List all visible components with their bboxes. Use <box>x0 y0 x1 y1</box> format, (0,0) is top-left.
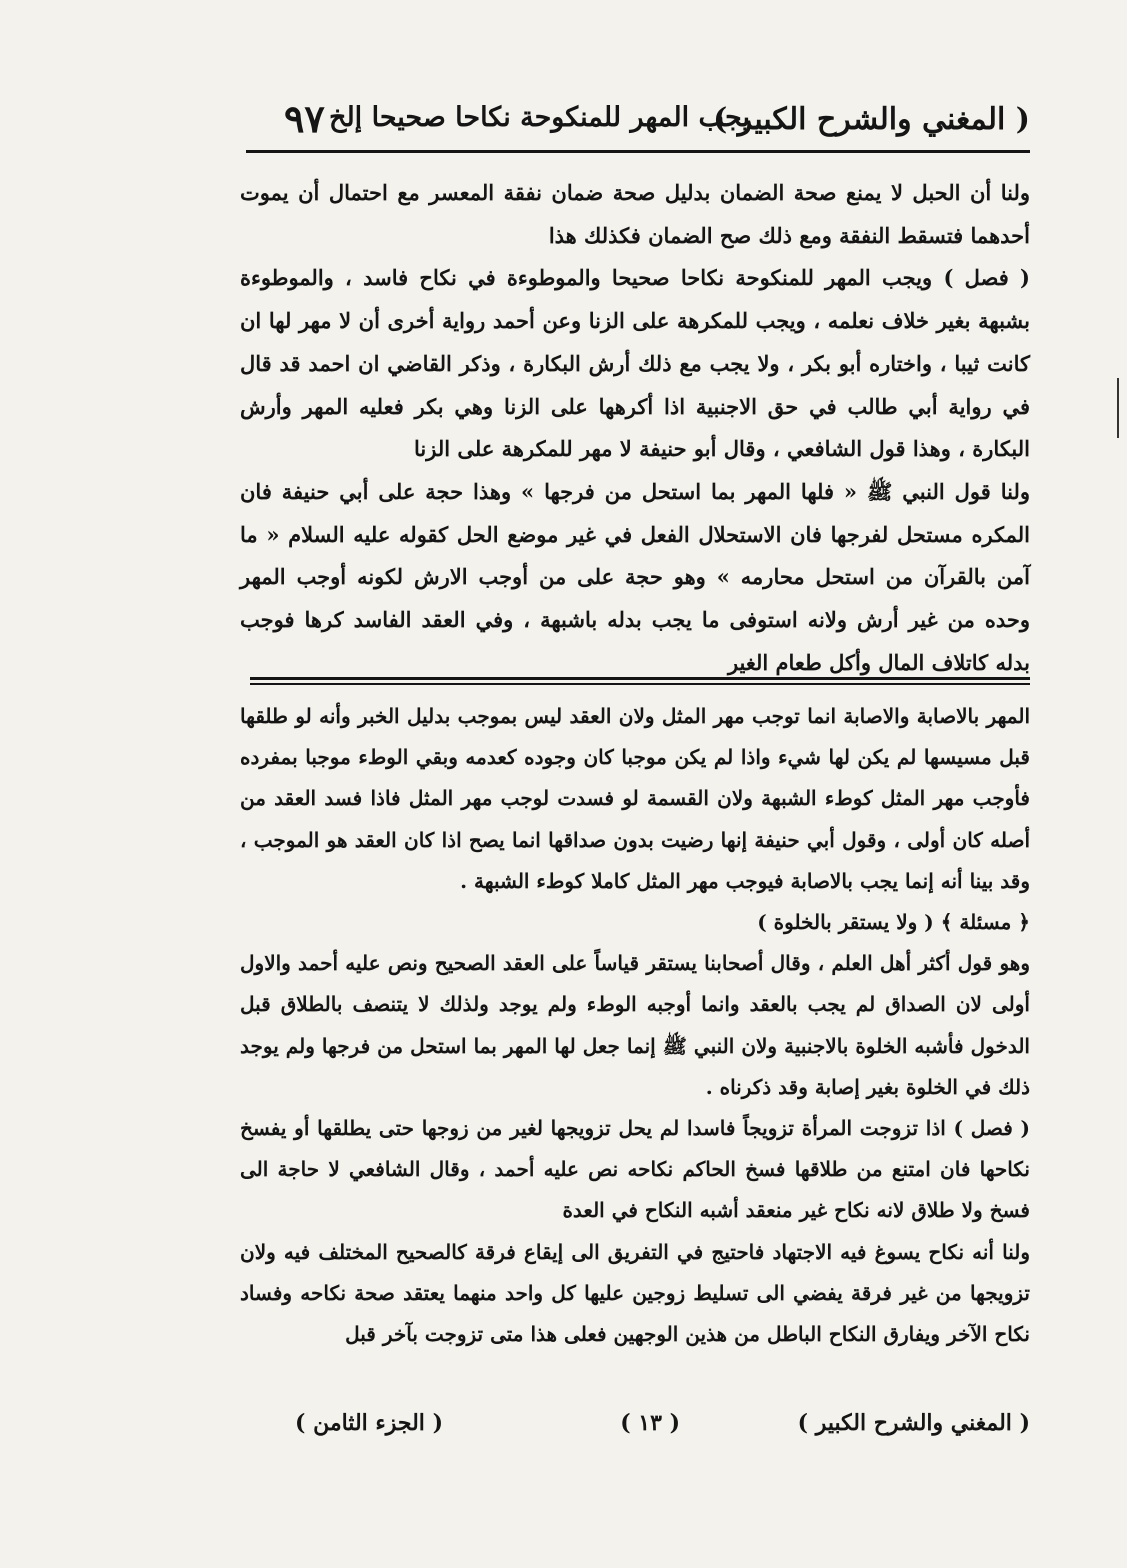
main-paragraph: ولنا أن الحبل لا يمنع صحة الضمان بدليل صحة ضمان نفقة المعسر مع احتمال أن يموت أحدهما فتسقط النفقة ومع ذلك صح الضمان فكذلك هذا <box>240 180 1030 248</box>
main-paragraph: ( فصل ) ويجب المهر للمنكوحة نكاحا صحيحا والموطوءة في نكاح فاسد ، والموطوءة بشبهة بغير خلاف نعلمه ، ويجب للمكرهة على الزنا وعن أحمد رواية أخرى أن لا مهر لها ان كانت ثيبا ، واختاره أبو بكر ، ولا يجب مع ذلك أرش البكارة ، وذكر القاضي ان احمد قد قال في رواية أبي طالب في حق الاجنبية اذا أكرهها على الزنا وهي بكر فعليه المهر وأرش البكارة ، وهذا قول الشافعي ، وقال أبو حنيفة لا مهر للمكرهة على الزنا <box>240 265 1030 462</box>
page-header <box>246 96 1030 146</box>
header-chapter-title: يجب المهر للمنكوحة نكاحا صحيحا إلخ <box>329 102 750 133</box>
footer-part: ( الجزء الثامن ) <box>295 1410 443 1436</box>
header-book-title: ( المغني والشرح الكبير ) <box>713 102 1030 137</box>
section-divider <box>250 677 1030 680</box>
commentary-paragraph: المهر بالاصابة والاصابة انما توجب مهر المثل ولان العقد ليس بموجب بدليل الخبر وأنه لو طلقها قبل مسيسها لم يكن لها شيء واذا لم يكن موجبا كان وجوده كعدمه وبقي الوطء موجبا بمفرده فأوجب مهر المثل كوطء الشبهة ولان القسمة لو فسدت لوجب مهر المثل فاذا فسد العقد من أصله كان أولى ، وقول أبي حنيفة إنها رضيت بدون صداقها انما يصح اذا كان العقد هو الموجب ، وقد بينا أنه إنما يجب بالاصابة فيوجب مهر المثل كاملا كوطء الشبهة . <box>240 704 1030 893</box>
masala-heading: ﴿ مسئلة ﴾ ( ولا يستقر بالخلوة ) <box>757 910 1030 935</box>
footer-signature: ( ١٣ ) <box>620 1410 680 1436</box>
page-footer <box>250 1410 1030 1450</box>
main-text <box>240 172 1030 675</box>
commentary-text <box>240 696 1030 1416</box>
commentary-paragraph: ولنا أنه نكاح يسوغ فيه الاجتهاد فاحتيج في التفريق الى إيقاع فرقة كالصحيح المختلف فيه ولان تزويجها من غير فرقة يفضي الى تسليط زوجين عليها كل واحد منهما يعتقد صحة نكاحه وفساد نكاح الآخر ويفارق النكاح الباطل من هذين الوجهين فعلى هذا متى تزوجت بآخر قبل <box>240 1239 1030 1347</box>
footer-book-title: ( المغني والشرح الكبير ) <box>797 1410 1030 1436</box>
page-number: ٩٧ <box>284 96 325 141</box>
commentary-paragraph: ( فصل ) اذا تزوجت المرأة تزويجاً فاسدا لم يحل تزويجها لغير من زوجها حتى يطلقها أو يفسخ نكاحها فان امتنع من طلاقها فسخ الحاكم نكاحه نص عليه أحمد ، وقال الشافعي لا حاجة الى فسخ ولا طلاق لانه نكاح غير منعقد أشبه النكاح في العدة <box>240 1116 1030 1223</box>
section-divider <box>250 683 1030 685</box>
commentary-paragraph: وهو قول أكثر أهل العلم ، وقال أصحابنا يستقر قياساً على العقد الصحيح ونص عليه أحمد والاول أولى لان الصداق لم يجب بالعقد وانما أوجبه الوطء ولم يوجد ولذلك لا يتنصف بالطلاق قبل الدخول فأشبه الخلوة بالاجنبية ولان النبي ﷺ إنما جعل لها المهر بما استحل من فرجها ولم يوجد ذلك في الخلوة بغير إصابة وقد ذكرناه . <box>240 951 1030 1099</box>
margin-mark <box>1117 378 1119 438</box>
header-rule <box>246 150 1030 153</box>
main-paragraph: ولنا قول النبي ﷺ « فلها المهر بما استحل من فرجها » وهذا حجة على أبي حنيفة فان المكره مستحل لفرجها فان الاستحلال الفعل في غير موضع الحل كقوله عليه السلام « ما آمن بالقرآن من استحل محارمه » وهو حجة على من أوجب الارش لكونه أوجب المهر وحده من غير أرش ولانه استوفى ما يجب بدله باشبهة ، وفي العقد الفاسد كرها فوجب بدله كاتلاف المال وأكل طعام الغير <box>240 478 1030 675</box>
